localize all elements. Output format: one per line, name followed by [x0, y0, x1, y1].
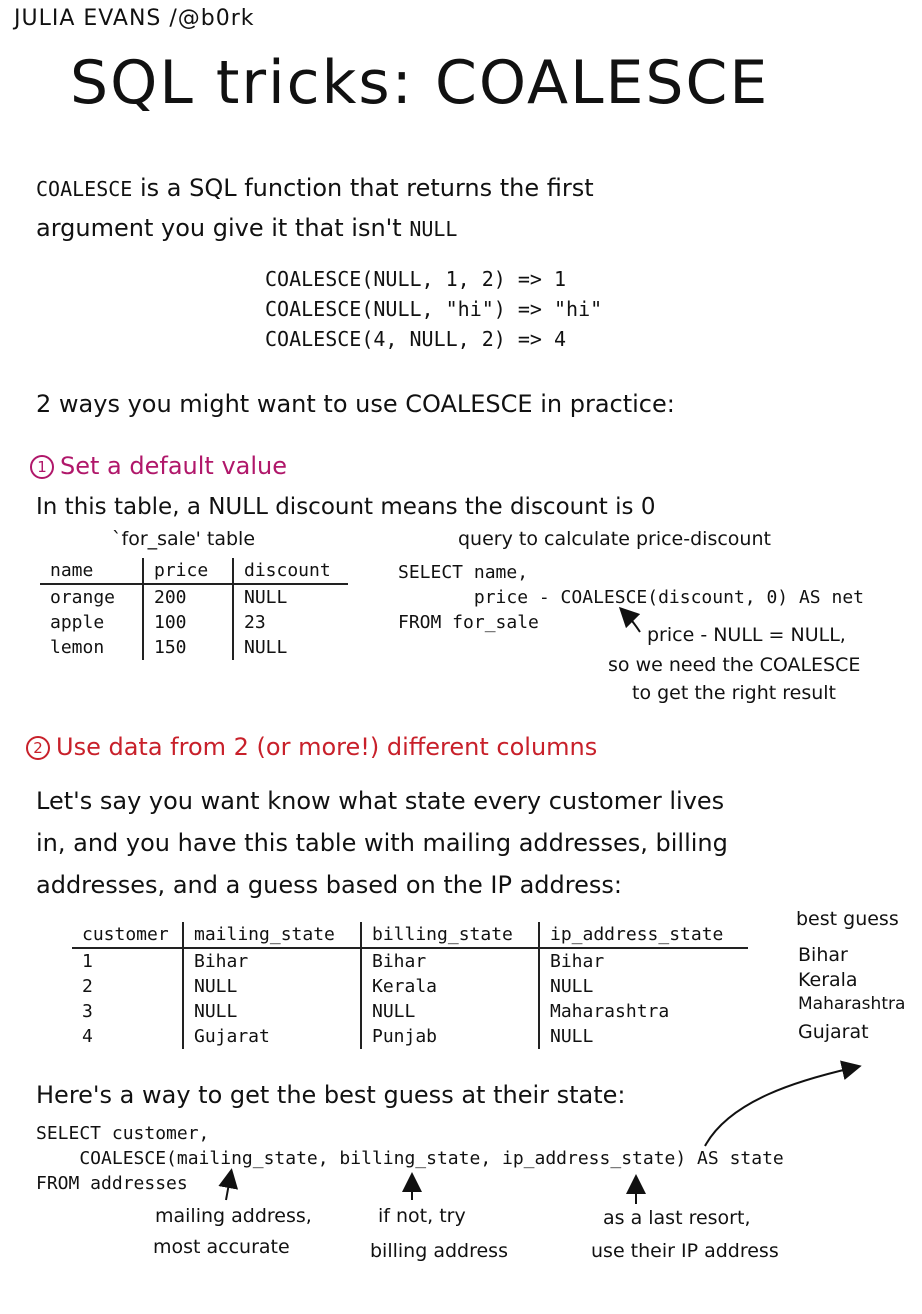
intro-line-1	[36, 168, 594, 209]
body-line: in, and you have this table with mailing addresses, billing	[36, 829, 728, 857]
example-line: COALESCE(4, NULL, 2) => 4	[265, 327, 567, 351]
author-credit: JULIA EVANS /@b0rk	[14, 6, 255, 31]
table-cell: NULL	[539, 974, 748, 999]
best-guess-item: Maharashtra	[798, 994, 906, 1014]
keyword-coalesce: COALESCE	[36, 177, 133, 201]
table-cell: Bihar	[183, 948, 361, 974]
table-cell: 23	[233, 610, 348, 635]
column-header: customer	[72, 922, 183, 948]
table-cell: 100	[143, 610, 233, 635]
sql-line: FROM for_sale	[398, 612, 539, 633]
table-cell: 3	[82, 1001, 93, 1022]
table-cell: lemon	[50, 637, 105, 658]
table-cell: NULL	[233, 635, 348, 660]
table-cell: Punjab	[361, 1024, 539, 1049]
section-1-subtitle: In this table, a NULL discount means the discount is 0	[36, 494, 656, 520]
table-cell: Bihar	[361, 948, 539, 974]
table-cell: NULL	[361, 999, 539, 1024]
note-line: price - NULL = NULL,	[647, 624, 846, 646]
section-1-heading	[30, 452, 287, 480]
table-cell: 4	[82, 1026, 93, 1047]
best-guess-item: Kerala	[798, 969, 858, 991]
section-1-title: Set a default value	[60, 452, 288, 480]
table-caption: `for_sale' table	[112, 528, 256, 550]
lead-text: Here's a way to get the best guess at their state:	[36, 1081, 626, 1109]
example-line: COALESCE(NULL, "hi") => "hi"	[265, 297, 603, 321]
addresses-table	[72, 922, 748, 1049]
note-line: use their IP address	[591, 1240, 779, 1262]
arrow-to-coalesce	[626, 614, 640, 632]
column-header: mailing_state	[183, 922, 361, 948]
best-guess-heading: best guess	[796, 908, 899, 930]
note-line: to get the right result	[632, 682, 837, 704]
arrow-to-mailing-state	[226, 1178, 230, 1200]
table-cell: NULL	[183, 999, 361, 1024]
table-row	[72, 974, 748, 999]
table-cell: NULL	[539, 1024, 748, 1049]
note-line: billing address	[370, 1240, 508, 1262]
table-row	[40, 610, 348, 635]
example-line: COALESCE(NULL, 1, 2) => 1	[265, 267, 567, 291]
intro-line-2	[36, 208, 457, 249]
table-row	[72, 1024, 748, 1049]
table-header-row	[72, 922, 748, 948]
note-line: most accurate	[153, 1236, 290, 1258]
section-number-badge: 1	[30, 455, 54, 479]
table-cell: apple	[50, 612, 105, 633]
for-sale-table	[40, 558, 348, 660]
table-cell: 150	[143, 635, 233, 660]
sql-line: FROM addresses	[36, 1173, 188, 1194]
arrow-to-best-guess	[705, 1068, 852, 1146]
table-cell: NULL	[233, 584, 348, 610]
sql-line: SELECT customer,	[36, 1123, 210, 1144]
table-row	[40, 584, 348, 610]
ways-heading: 2 ways you might want to use COALESCE in practice:	[36, 390, 675, 418]
table-row	[72, 948, 748, 974]
body-line: Let's say you want know what state every customer lives	[36, 787, 725, 815]
intro-line-2-text: argument you give it that isn't	[36, 214, 410, 242]
table-cell: NULL	[183, 974, 361, 999]
sql-line: price - COALESCE(discount, 0) AS net	[398, 587, 864, 608]
note-line: so we need the COALESCE	[608, 654, 861, 676]
note-line: mailing address,	[155, 1205, 312, 1227]
table-row	[40, 635, 348, 660]
body-line: addresses, and a guess based on the IP address:	[36, 871, 622, 899]
column-header: price	[143, 558, 233, 584]
table-cell: 2	[82, 976, 93, 997]
best-guess-item: Gujarat	[798, 1021, 869, 1043]
sql-line: SELECT name,	[398, 562, 529, 583]
section-2-title: Use data from 2 (or more!) different columns	[56, 733, 598, 761]
table-cell: Maharashtra	[539, 999, 748, 1024]
column-header: ip_address_state	[539, 922, 748, 948]
column-header: billing_state	[361, 922, 539, 948]
section-number-badge: 2	[26, 736, 50, 760]
keyword-null: NULL	[409, 217, 458, 241]
table-row	[72, 999, 748, 1024]
section-2-heading	[26, 733, 597, 761]
table-cell: orange	[50, 587, 116, 608]
table-cell: 1	[82, 951, 93, 972]
page-title: SQL tricks: COALESCE	[70, 48, 770, 118]
intro-line-1-text: is a SQL function that returns the first	[132, 174, 594, 202]
table-cell: Gujarat	[183, 1024, 361, 1049]
table-cell: Bihar	[539, 948, 748, 974]
query-caption: query to calculate price-discount	[458, 528, 771, 550]
table-header-row	[40, 558, 348, 584]
table-cell: 200	[143, 584, 233, 610]
best-guess-item: Bihar	[798, 944, 848, 966]
table-cell: Kerala	[361, 974, 539, 999]
note-line: as a last resort,	[603, 1207, 751, 1229]
sql-line: COALESCE(mailing_state, billing_state, ip_address_state) AS state	[36, 1148, 784, 1169]
column-header: discount	[233, 558, 348, 584]
column-header: name	[40, 558, 143, 584]
note-line: if not, try	[378, 1205, 466, 1227]
